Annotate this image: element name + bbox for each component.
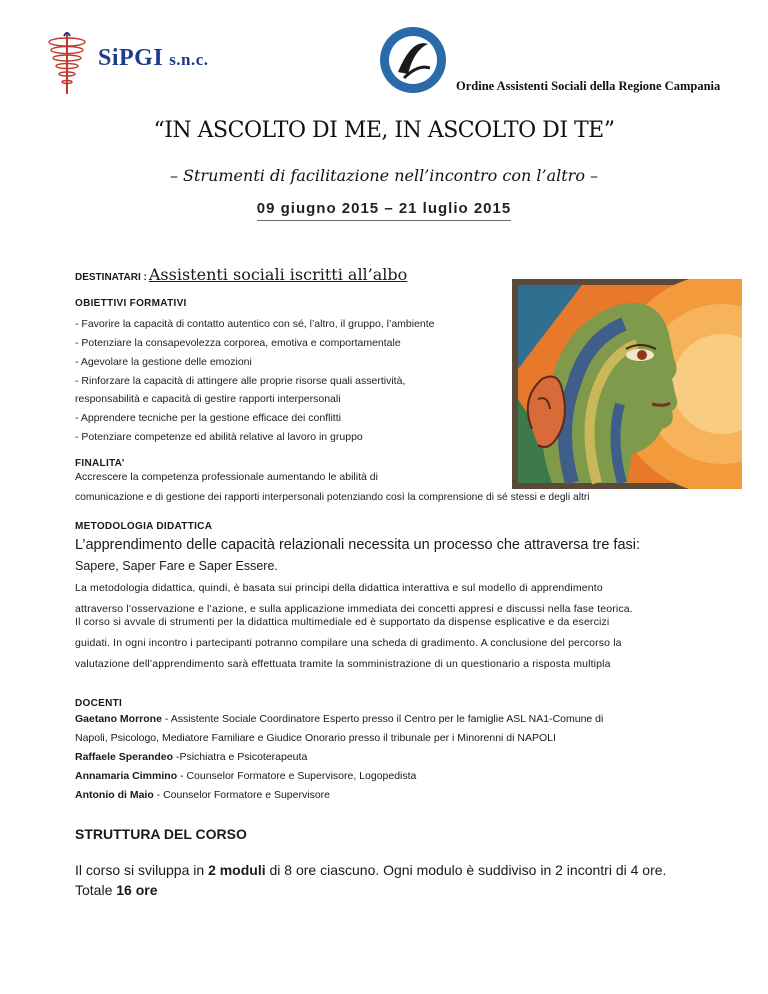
docente-role: - Assistente Sociale Coordinatore Esperto presso il Centro per le famiglie ASL NA1-Comune di: [161, 713, 604, 725]
finalita-heading: FINALITA’: [75, 458, 125, 469]
metodologia-line: attraverso l’osservazione e l’azione, e sulla applicazione immediata dei concetti appresi e discussi nella fase teorica.: [75, 603, 633, 615]
struttura-total: Totale 16 ore: [75, 882, 158, 898]
metodologia-line: guidati. In ogni incontro i partecipanti potranno compilare una scheda di gradimento. A conclusione del percorso la: [75, 637, 622, 649]
page-subtitle: – Strumenti di facilitazione nell’incontro con l’altro –: [169, 166, 599, 185]
obiettivi-line: - Potenziare competenze ed abilità relative al lavoro in gruppo: [75, 431, 363, 443]
listening-face-image: [512, 279, 742, 489]
docente-role: -Psichiatra e Psicoterapeuta: [173, 751, 308, 763]
obiettivi-line: responsabilità e capacità di gestire rapporti interpersonali: [75, 393, 341, 405]
docente-name: Gaetano Morrone: [75, 713, 162, 725]
destinatari: [75, 265, 407, 284]
obiettivi-line: - Apprendere tecniche per la gestione efficace dei conflitti: [75, 412, 341, 424]
docente-role: - Counselor Formatore e Supervisore: [153, 789, 330, 801]
obiettivi-line: - Favorire la capacità di contatto autentico con sé, l’altro, il gruppo, l’ambiente: [75, 318, 435, 330]
obiettivi-line: - Potenziare la consapevolezza corporea, emotiva e comportamentale: [75, 337, 401, 349]
metodologia-line: valutazione dell’apprendimento sarà effettuata tramite la somministrazione di un questionario a risposta multipla: [75, 658, 611, 670]
ordine-title: Ordine Assistenti Sociali della Regione Campania: [456, 79, 721, 93]
course-dates: 09 giugno 2015 – 21 luglio 2015: [0, 200, 768, 217]
docente-row: [75, 789, 330, 801]
struttura-heading: STRUTTURA DEL CORSO: [75, 826, 247, 842]
caduceus-icon: [42, 30, 102, 96]
metodologia-heading: METODOLOGIA DIDATTICA: [75, 521, 213, 532]
docente-row: [75, 751, 307, 763]
obiettivi-line: - Agevolare la gestione delle emozioni: [75, 356, 252, 368]
docente-name: Raffaele Sperandeo: [75, 751, 174, 763]
obiettivi-line: - Rinforzare la capacità di attingere alle proprie risorse quali assertività,: [75, 375, 406, 387]
sipgi-name: SiPGI s.n.c.: [98, 45, 209, 71]
ordine-emblem-icon: [378, 24, 448, 96]
finalita-line: Accrescere la competenza professionale aumentando le abilità di: [75, 471, 378, 483]
page-title: “IN ASCOLTO DI ME, IN ASCOLTO DI TE”: [153, 118, 615, 143]
metodologia-phases: Sapere, Saper Fare e Saper Essere.: [75, 559, 278, 573]
docenti-heading: DOCENTI: [75, 698, 123, 709]
docente-role: Napoli, Psicologo, Mediatore Familiare e Giudice Onorario presso il tribunale per i Minorenni di NAPOLI: [75, 732, 556, 744]
docente-role: - Counselor Formatore e Supervisore, Logopedista: [177, 770, 417, 782]
docente-row: [75, 732, 556, 744]
docente-row: [75, 770, 416, 782]
destinatari-value: Assistenti sociali iscritti all’albo: [148, 265, 408, 284]
docente-name: Annamaria Cimmino: [75, 770, 178, 782]
metodologia-lead: L’apprendimento delle capacità relazionali necessita un processo che attraversa tre fasi:: [75, 537, 641, 553]
docente-name: Antonio di Maio: [75, 789, 154, 801]
obiettivi-heading: OBIETTIVI FORMATIVI: [75, 298, 187, 309]
ordine-logo: [378, 24, 448, 96]
struttura-line: Il corso si sviluppa in 2 moduli di 8 ore ciascuno. Ogni modulo è suddiviso in 2 incontri di 4 ore.: [75, 862, 667, 878]
finalita-line: comunicazione e di gestione dei rapporti interpersonali potenziando così la comprensione di sé stessi e degli altri: [75, 492, 590, 503]
listening-face-illustration: [512, 279, 742, 489]
docente-row: [75, 713, 603, 725]
metodologia-line: Il corso si avvale di strumenti per la didattica multimediale ed è supportato da dispense esplicative e da esercizi: [75, 616, 610, 628]
metodologia-line: La metodologia didattica, quindi, è basata sui principi della didattica interattiva e sul modello di apprendimento: [75, 582, 603, 594]
destinatari-label: DESTINATARI :: [75, 272, 147, 283]
